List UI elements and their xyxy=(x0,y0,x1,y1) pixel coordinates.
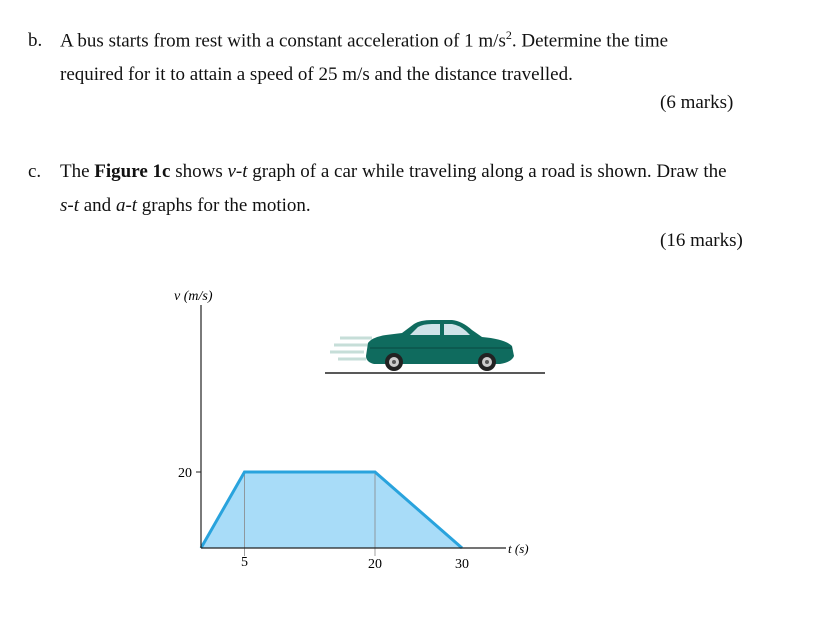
x-tick-label-20: 20 xyxy=(368,557,382,572)
vt-chart xyxy=(174,289,529,572)
question-b-line2: required for it to attain a speed of 25 m/s and the distance travelled. xyxy=(60,64,573,86)
question-c-label: c. xyxy=(28,161,42,182)
question-c-marks: (16 marks) xyxy=(660,230,743,251)
question-b-label: b. xyxy=(28,30,43,52)
question-b-superscript: 2 xyxy=(505,28,512,42)
vt-term: v-t xyxy=(227,161,248,182)
y-axis-label: v (m/s) xyxy=(174,289,213,304)
question-c-text-4: and xyxy=(79,195,116,216)
x-axis-label: t (s) xyxy=(508,541,529,556)
car-illustration xyxy=(325,320,545,373)
question-b-marks: (6 marks) xyxy=(660,92,734,113)
y-tick-label-20: 20 xyxy=(178,466,192,481)
st-term: s-t xyxy=(60,195,79,216)
figure-reference: Figure 1c xyxy=(94,161,171,182)
at-term: a-t xyxy=(115,195,138,216)
velocity-area xyxy=(201,472,462,548)
rear-wheel-icon xyxy=(478,353,496,371)
front-wheel-icon xyxy=(385,353,403,371)
x-tick-label-5: 5 xyxy=(241,555,248,570)
question-c-text-5: graphs for the motion. xyxy=(137,195,311,216)
speed-lines xyxy=(330,338,372,359)
question-b-text-2: . Determine the time xyxy=(511,30,669,52)
question-c-text-3: graph of a car while traveling along a road is shown. Draw the xyxy=(247,161,727,182)
x-tick-label-30: 30 xyxy=(455,557,469,572)
question-c-text-1: The xyxy=(60,161,95,182)
question-b-text-1: A bus starts from rest with a constant acceleration of 1 m/s xyxy=(60,30,506,52)
question-c-text-2: shows xyxy=(170,161,228,182)
